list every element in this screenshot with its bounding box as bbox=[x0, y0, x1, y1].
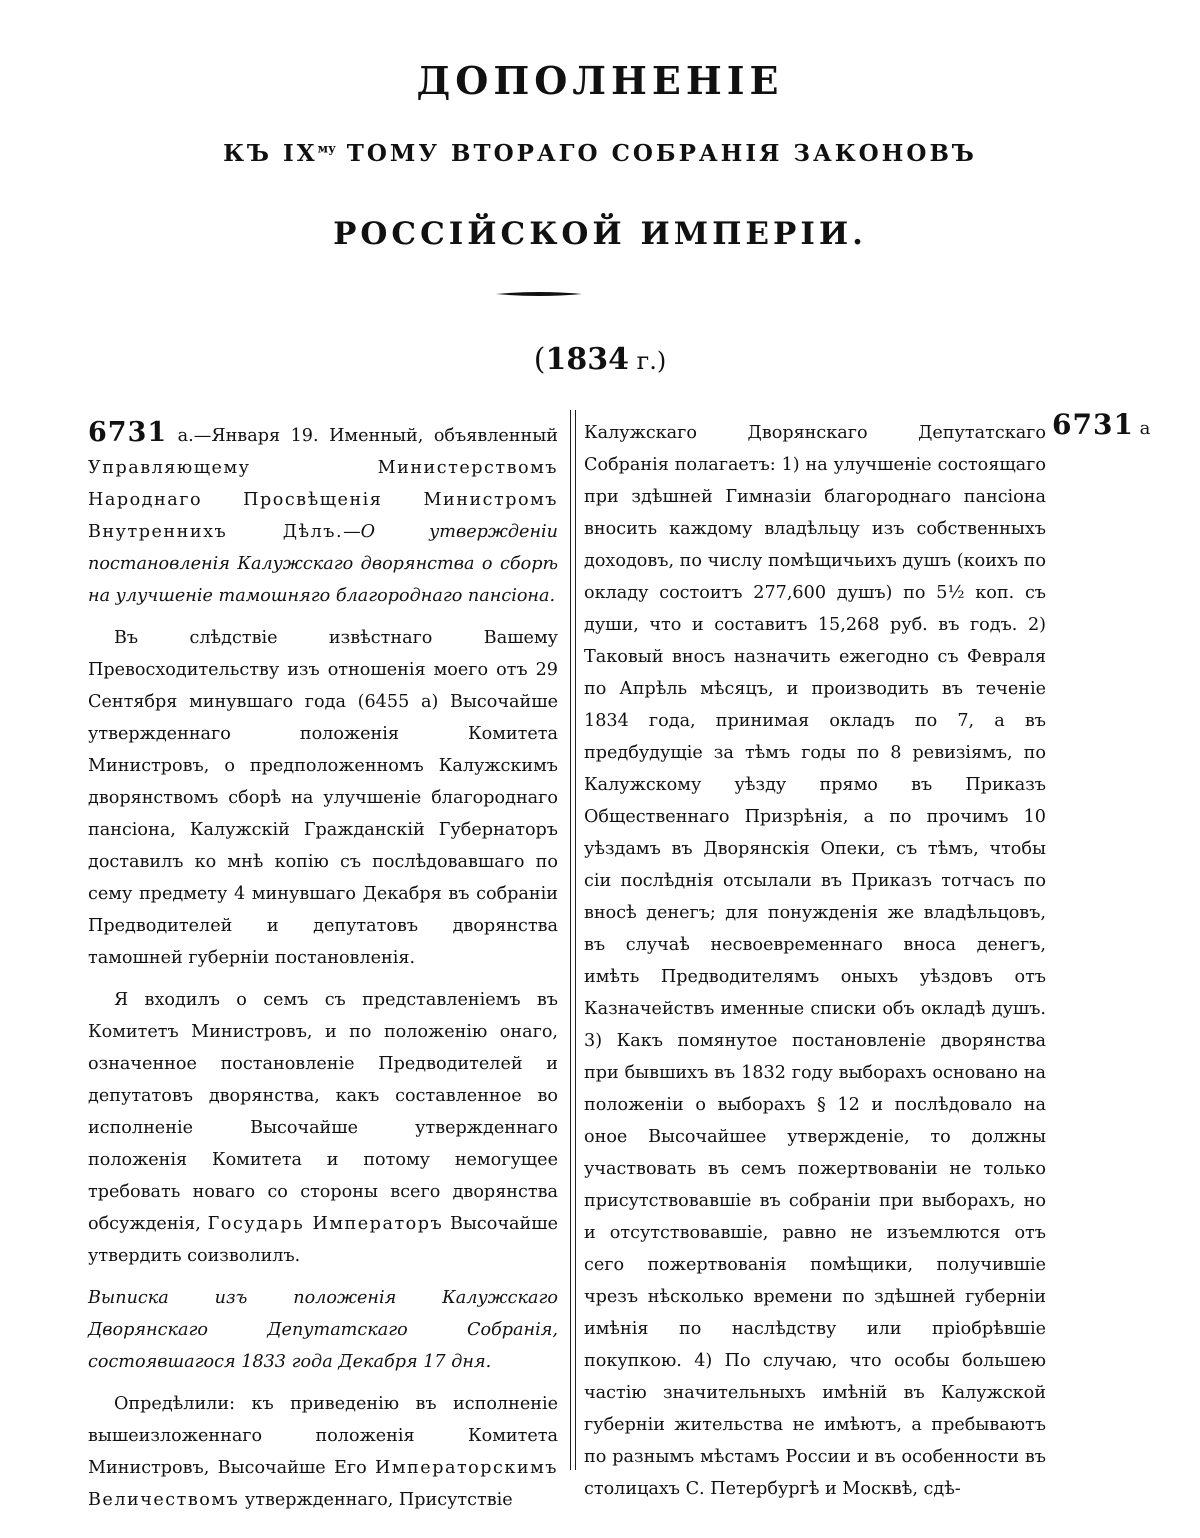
page-title: ДОПОЛНЕНІЕ bbox=[416, 58, 784, 103]
paragraph-3 bbox=[88, 1388, 558, 1516]
subtitle-superscript: му bbox=[317, 141, 336, 156]
paragraph-3-end: утвержденнаго, Присутствіе bbox=[239, 1490, 513, 1510]
entry-intro: а.—Января 19. Именный, объявленный bbox=[167, 426, 558, 446]
year-value: 1834 bbox=[545, 342, 629, 377]
paragraph-2 bbox=[88, 984, 558, 1272]
right-column-text: Калужскаго Дворянскаго Депутатскаго Собранія полагаетъ: 1) на улучшеніе состоящаго при здѣшней Гимназіи благороднаго пансіона вносить каждому владѣльцу изъ собственныхъ доходовъ, по числу помѣщичьихъ душъ (коихъ по окладу состоитъ 277,600 душъ) по 5½ коп. съ души, что и составитъ 15,268 руб. въ годъ. 2) Таковый вносъ назначить ежегодно съ Февраля по Апрѣль мѣсяцъ, и производить въ теченіе 1834 года, принимая окладъ по 7, а въ предбудущіе за тѣмъ годы по 8 ревизіямъ, по Калужскому уѣзду прямо въ Приказъ Общественнаго Призрѣнія, а по прочимъ 10 уѣздамъ въ Дворянскія Опеки, съ тѣмъ, чтобы сіи послѣднія отсылали въ Приказъ тотчасъ по вносѣ денегъ; для понужденія же владѣльцовъ, въ случаѣ несвоевременнаго вноса денегъ, имѣть Предводителямъ оныхъ уѣздовъ отъ Казначействъ именные списки объ окладѣ душъ. 3) Какъ помянутое постановленіе дворянства при бывшихъ въ 1832 году выборахъ основано на положеніи о выборахъ § 12 и послѣдовало на оное Высочайшее утвержденіе, то должны участвовать въ семъ пожертвованіи не только присутствовавшіе въ собраніи при выборахъ, но и отсутствовавшіе, равно не изъемлются отъ сего пожертвованія помѣщики, получившіе чрезъ нѣсколько времени по здѣшней губерніи имѣнія по наслѣдству или пріобрѣвшіе покупкою. 4) По случаю, что особы большею частію значительныхъ имѣній въ Калужской губерніи жительства не имѣютъ, а пребываютъ по разнымъ мѣстамъ России и въ особенности въ столицахъ С. Петербургѣ и Москвѣ, сдѣ- bbox=[584, 423, 1046, 1499]
margin-number: 6731 bbox=[1052, 408, 1134, 441]
paragraph-2-text: Я входилъ о семъ съ представленіемъ въ Комитетъ Министровъ, и по положенію онаго, означенное постановленіе Предводителей и депутатовъ дворянства, какъ составленное во исполненіе Высочайше утвержденнаго положенія Комитета и потому немогущее требовать новаго со стороны всего дворянства обсужденія, bbox=[88, 990, 558, 1234]
margin-entry-number bbox=[1052, 408, 1150, 441]
entry-number: 6731 bbox=[88, 417, 168, 448]
page-subtitle bbox=[0, 140, 1200, 167]
paragraph-3-majesty: Императорскимъ Величествомъ bbox=[88, 1458, 558, 1510]
paragraph-3-text: Опредѣлили: къ приведенію въ исполненіе вышеизложеннаго положенія Комитета Министровъ, Высочайше Его bbox=[88, 1394, 558, 1478]
right-column bbox=[584, 417, 1046, 1505]
year-heading bbox=[0, 342, 1200, 377]
year-suffix: г.) bbox=[629, 347, 667, 375]
year-open-paren: ( bbox=[533, 342, 546, 377]
paragraph-2-emperor: Государь Императоръ bbox=[207, 1214, 444, 1234]
subtitle-post: ТОМУ ВТОРАГО СОБРАНІЯ ЗАКОНОВЪ bbox=[335, 140, 977, 167]
paragraph-2-end: Высочайше утвердить соизволилъ. bbox=[88, 1214, 558, 1266]
entry-title: —О утвержденіи постановленія Калужскаго дворянства о сборѣ на улучшеніе тамошняго благороднаго пансіона. bbox=[88, 522, 558, 606]
page-subtitle-empire: РОССІЙСКОЙ ИМПЕРІИ. bbox=[333, 216, 867, 252]
margin-suffix: а bbox=[1133, 418, 1151, 439]
ornament-rule bbox=[496, 291, 582, 297]
entry-addressee: Управляющему Министерствомъ Народнаго Просвѣщенія Министромъ Внутреннихъ Дѣлъ. bbox=[88, 458, 558, 542]
column-divider bbox=[570, 410, 576, 1470]
left-column bbox=[88, 417, 558, 1516]
entry-heading bbox=[88, 417, 558, 612]
subtitle-pre: КЪ IX bbox=[223, 140, 318, 167]
excerpt-heading: Выписка изъ положенія Калужскаго Дворянскаго Депутатскаго Собранія, состоявшагося 1833 года Декабря 17 дня. bbox=[88, 1288, 558, 1372]
paragraph-1: Въ слѣдствіе извѣстнаго Вашему Превосходительству изъ отношенія моего отъ 29 Сентября минувшаго года (6455 а) Высочайше утвержденнаго положенія Комитета Министровъ, о предположенномъ Калужскимъ дворянствомъ сборѣ на улучшеніе благороднаго пансіона, Калужскій Гражданскій Губернаторъ доставилъ ко мнѣ копію съ послѣдовавшаго по сему предмету 4 минувшаго Декабря въ собраніи Предводителей и депутатовъ дворянства тамошней губерніи постановленія. bbox=[88, 628, 558, 968]
